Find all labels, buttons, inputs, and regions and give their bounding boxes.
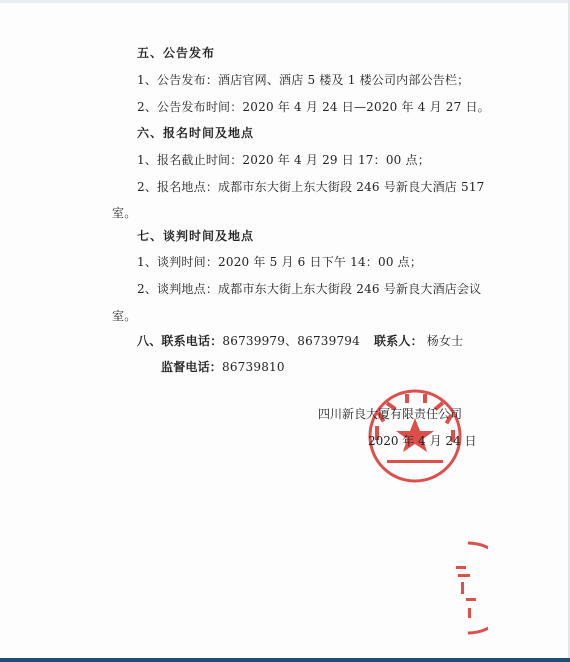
contact-person: 杨女士	[426, 334, 464, 348]
page-top-edge	[0, 0, 570, 3]
section-6-item-2-cont: 室。	[112, 206, 137, 220]
section-5-title: 五、公告发布	[137, 46, 216, 60]
signature-company: 四川新良大厦有限责任公司	[318, 407, 463, 421]
signature-date: 2020 年 4 月 24 日	[368, 434, 477, 448]
section-6-item-1: 1、报名截止时间：2020 年 4 月 29 日 17：00 点；	[137, 153, 430, 167]
partial-seal-stamp	[428, 538, 488, 638]
section-7-item-2-cont: 室。	[112, 309, 137, 323]
contact-line	[137, 332, 463, 349]
contact-person-label: 联系人：	[373, 334, 423, 348]
contact-label: 八、联系电话：	[137, 334, 223, 348]
supervise-label: 监督电话：	[161, 360, 223, 374]
section-7-item-2: 2、谈判地点：成都市东大街上东大街段 246 号新良大酒店会议	[137, 282, 482, 296]
supervise-number: 86739810	[222, 360, 285, 374]
supervise-line	[161, 358, 285, 375]
contact-numbers: 86739979、86739794	[222, 334, 360, 348]
section-5-item-2: 2、公告发布时间：2020 年 4 月 24 日—2020 年 4 月 27 日。	[137, 100, 490, 114]
section-7-title: 七、谈判时间及地点	[137, 229, 255, 243]
page-bottom-bar	[0, 658, 570, 662]
section-5-item-1: 1、公告发布：酒店官网、酒店 5 楼及 1 楼公司内部公告栏；	[137, 73, 470, 87]
section-6-title: 六、报名时间及地点	[137, 126, 255, 140]
section-6-item-2: 2、报名地点：成都市东大街上东大街段 246 号新良大酒店 517	[137, 180, 485, 194]
section-7-item-1: 1、谈判时间：2020 年 5 月 6 日下午 14：00 点；	[137, 255, 423, 269]
